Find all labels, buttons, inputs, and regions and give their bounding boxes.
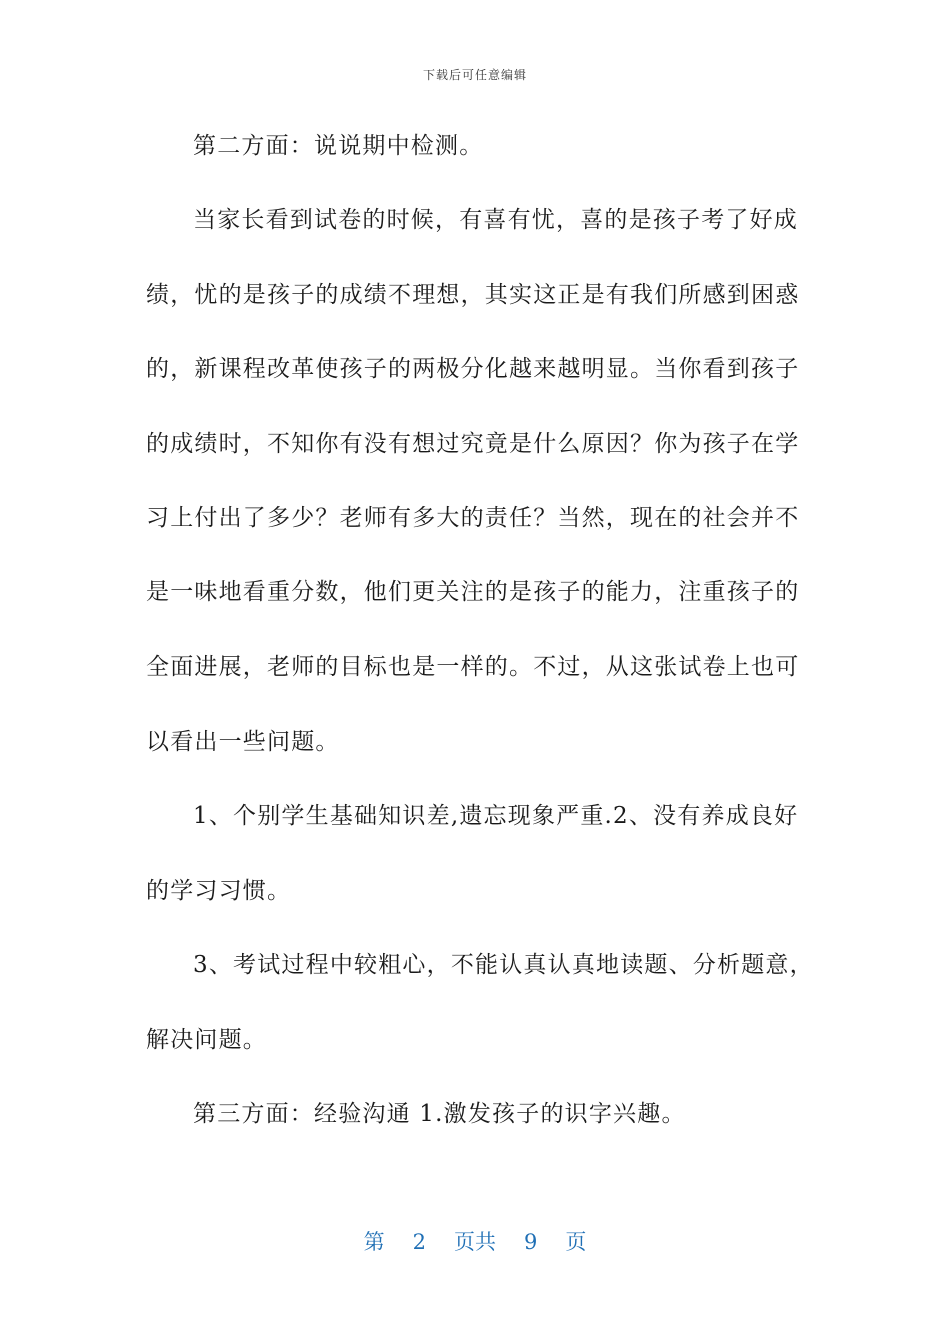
paragraph-line: 全面进展，老师的目标也是一样的。不过，从这张试卷上也可 bbox=[146, 654, 800, 680]
paragraph-line: 3、考试过程中较粗心，不能认真认真地读题、分析题意， bbox=[193, 952, 814, 978]
paragraph-line: 的学习习惯。 bbox=[146, 878, 292, 904]
paragraph-line: 绩，忧的是孩子的成绩不理想，其实这正是有我们所感到困惑 bbox=[146, 282, 800, 308]
footer-page-end: 页 bbox=[565, 1230, 587, 1254]
paragraph-line: 习上付出了多少？老师有多大的责任？当然，现在的社会并不 bbox=[146, 505, 800, 531]
paragraph-line: 是一味地看重分数，他们更关注的是孩子的能力，注重孩子的 bbox=[146, 579, 800, 605]
page-footer bbox=[0, 1226, 950, 1256]
footer-page-word: 第 bbox=[363, 1230, 385, 1254]
paragraph-line: 第三方面：经验沟通 1.激发孩子的识字兴趣。 bbox=[193, 1101, 686, 1127]
paragraph-line: 解决问题。 bbox=[146, 1027, 267, 1053]
footer-total-pages: 9 bbox=[524, 1230, 538, 1254]
footer-page-mid: 页共 bbox=[454, 1230, 496, 1254]
paragraph-line: 的，新课程改革使孩子的两极分化越来越明显。当你看到孩子 bbox=[146, 356, 800, 382]
paragraph-line: 以看出一些问题。 bbox=[146, 729, 340, 755]
paragraph-line: 的成绩时，不知你有没有想过究竟是什么原因？你为孩子在学 bbox=[146, 431, 800, 457]
footer-page-number: 2 bbox=[412, 1230, 426, 1254]
header-note: 下载后可任意编辑 bbox=[422, 68, 527, 82]
paragraph-line: 当家长看到试卷的时候，有喜有忧，喜的是孩子考了好成 bbox=[193, 207, 798, 233]
paragraph-line: 第二方面：说说期中检测。 bbox=[193, 133, 484, 159]
paragraph-line: 1、个别学生基础知识差,遗忘现象严重.2、没有养成良好 bbox=[193, 803, 799, 829]
